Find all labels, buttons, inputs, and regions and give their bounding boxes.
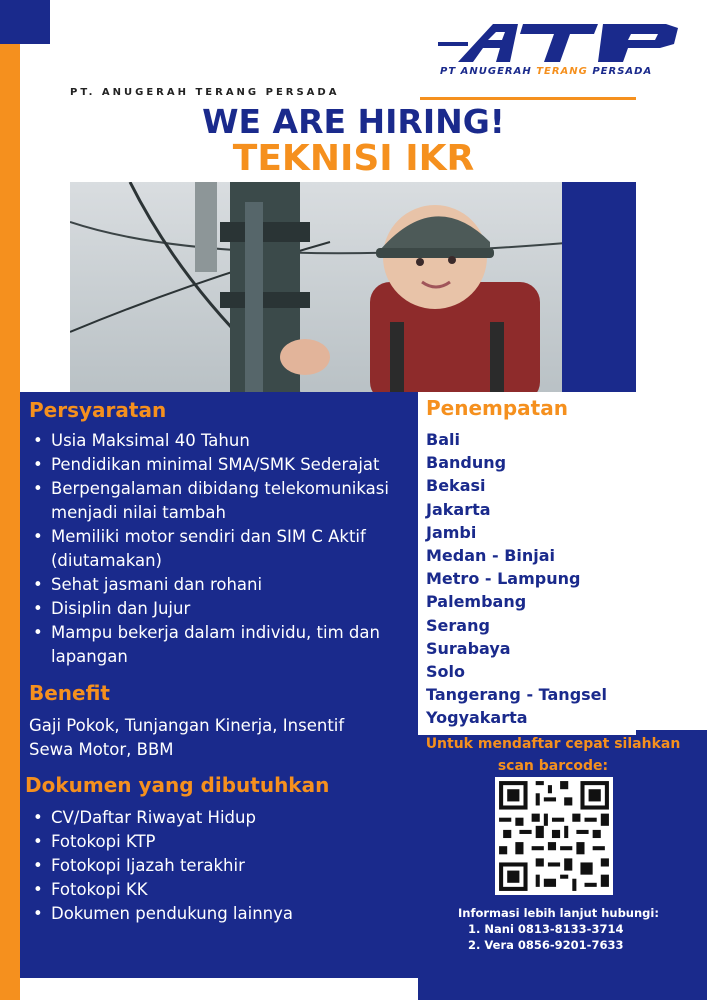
headline-hiring: WE ARE HIRING! [202, 102, 505, 141]
requirement-item: • Berpengalaman dibidang telekomunikasi menjadi nilai tambah [51, 477, 431, 525]
registration-text [418, 733, 688, 777]
document-item: • Dokumen pendukung lainnya [51, 902, 431, 926]
requirements-list [29, 429, 431, 669]
photo-accent-bar [562, 182, 636, 402]
document-item: • CV/Daftar Riwayat Hidup [51, 806, 431, 830]
contact-item: 1. Nani 0813-8133-3714 [468, 922, 624, 936]
requirement-item: • Usia Maksimal 40 Tahun [51, 429, 431, 453]
document-item: • Fotokopi KTP [51, 830, 431, 854]
city-item: Bekasi [426, 476, 486, 496]
requirements-title: Persyaratan [29, 398, 167, 422]
city-item: Jambi [426, 522, 477, 542]
city-item: Serang [426, 615, 490, 635]
requirement-item: • Mampu bekerja dalam individu, tim dan lapangan [51, 621, 431, 669]
city-item: Palembang [426, 592, 527, 612]
header-divider [420, 97, 636, 100]
city-item: Solo [426, 662, 465, 682]
technician-illustration [70, 182, 578, 402]
city-item: Metro - Lampung [426, 569, 581, 589]
city-item: Surabaya [426, 638, 511, 658]
city-list [426, 428, 631, 730]
document-item: • Fotokopi Ijazah terakhir [51, 854, 431, 878]
requirement-item: • Pendidikan minimal SMA/SMK Sederajat [51, 453, 431, 477]
atp-logo-icon [438, 20, 688, 70]
documents-title: Dokumen yang dibutuhkan [25, 773, 330, 797]
bottom-white-strip [20, 978, 418, 1000]
city-item: Bali [426, 430, 460, 449]
logo-subtitle: PT ANUGERAH TERANG PERSADA [440, 66, 653, 77]
registration-line-2: scan barcode: [497, 758, 609, 774]
requirement-item: • Disiplin dan Jujur [51, 597, 431, 621]
contact-item: 2. Vera 0856-9201-7633 [468, 938, 624, 952]
registration-line-1: Untuk mendaftar cepat silahkan [425, 736, 681, 752]
benefit-line-2: Sewa Motor, BBM [29, 740, 174, 759]
technician-illustration-icon [70, 182, 578, 402]
contact-title: Informasi lebih lanjut hubungi: [458, 906, 659, 920]
city-item: Medan - Binjai [426, 546, 556, 566]
benefit-title: Benefit [29, 681, 110, 705]
city-item: Yogyakarta [426, 708, 528, 728]
requirement-item: • Sehat jasmani dan rohani [51, 573, 431, 597]
headline-position: TEKNISI IKR [232, 138, 475, 179]
city-item: Jakarta [426, 499, 491, 519]
qr-code-icon[interactable] [495, 777, 613, 895]
city-item: Bandung [426, 453, 507, 473]
benefit-line-1: Gaji Pokok, Tunjangan Kinerja, Insentif [29, 716, 345, 735]
city-item: Tangerang - Tangsel [426, 685, 608, 705]
documents-list [29, 806, 431, 926]
document-item: • Fotokopi KK [51, 878, 431, 902]
requirement-item: • Memiliki motor sendiri dan SIM C Aktif (diutamakan) [51, 525, 431, 573]
qr-code-graphic [495, 777, 613, 895]
company-name-small: PT. ANUGERAH TERANG PERSADA [70, 87, 340, 98]
placement-title: Penempatan [426, 396, 568, 420]
corner-block [0, 0, 50, 44]
